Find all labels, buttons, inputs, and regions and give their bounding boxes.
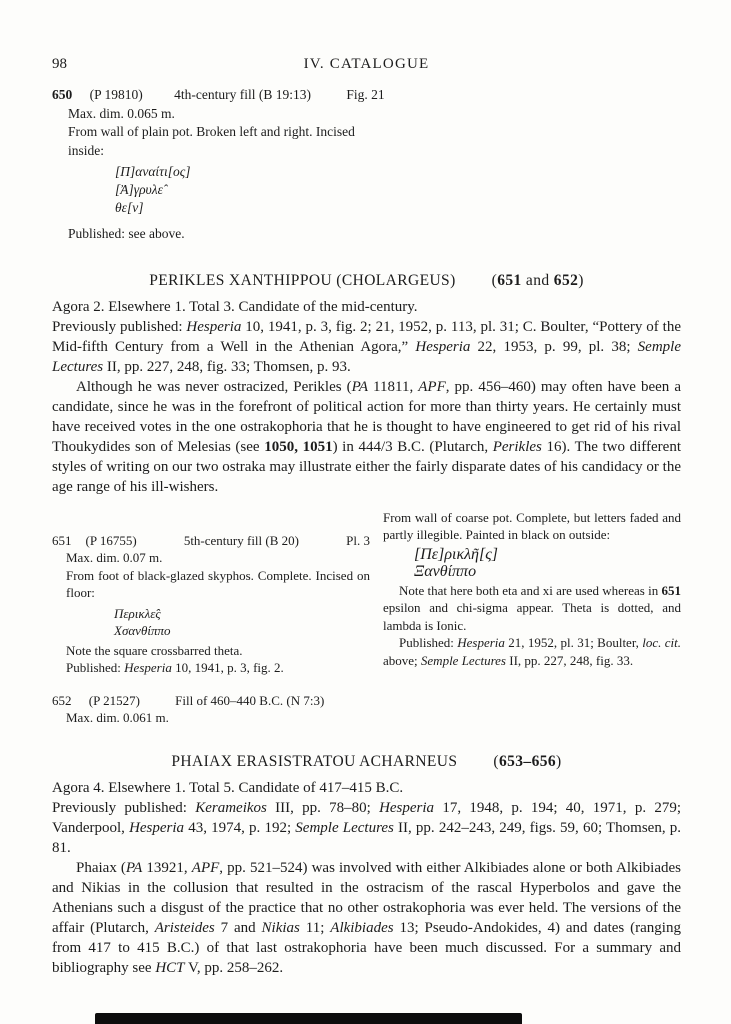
- greek-line: Χσανθίππο: [114, 622, 171, 638]
- section-phaiax: [52, 753, 681, 978]
- context-fill: 4th-century fill (B 19:13): [174, 87, 311, 102]
- running-title: IV. CATALOGUE: [303, 56, 430, 72]
- entry-650-head: [52, 86, 681, 105]
- greek-transcription: [115, 163, 681, 217]
- entry-651-description: From foot of black-glazed skyphos. Complete. Incised on floor:: [66, 567, 370, 600]
- entry-652-body: [66, 709, 370, 727]
- entry-651: [52, 532, 370, 677]
- plate-ref: Pl. 3: [346, 532, 370, 548]
- context-fill: 5th-century fill (B 20): [183, 532, 299, 548]
- entry-651-body: [66, 549, 370, 677]
- entry-652-head: [52, 692, 370, 710]
- entry-650-description: From wall of plain pot. Broken left and right. Incised inside:: [68, 124, 355, 158]
- heading-entry-numbers: (653–656): [493, 752, 562, 770]
- greek-line: θε[ν]: [115, 200, 144, 215]
- heading-title: PHAIAX ERASISTRATOU ACHARNEUS: [171, 752, 458, 770]
- left-column: [52, 509, 370, 727]
- catalog-columns: [52, 509, 681, 727]
- note-line: Note the square crossbarred theta.: [66, 642, 243, 658]
- entry-651-head: [52, 532, 370, 550]
- entry-650: [52, 86, 681, 244]
- previously-published: Previously published: Hesperia 10, 1941, p. 3, fig. 2; 21, 1952, p. 113, pl. 31; C. Boulter, “Pottery of the Mid-fifth Century from a Well in the Athenian Agora,” Hesperia 22, 1953, p. 99, pl. 38; Semple Lectures II, pp. 227, 248, fig. 33; Thomsen, p. 93.: [52, 318, 681, 375]
- scan-artifact-bar: [95, 1013, 522, 1024]
- discussion-paragraph: Phaiax (PA 13921, APF, pp. 521–524) was involved with either Alkibiades alone or both Alkibiades and Nikias in the collusion that resulted in the ostracism of the rascal Hyperbolos and gave the Athenians such a disgust of the practice that no other ostrakophoria was ever held. The versions of the affair (Plutarch, Aristeides 7 and Nikias 11; Alkibiades 13; Pseudo-Andokides, 4) and dates (ranging from 417 to 415 B.C.) of that last ostrakophoria have been much discussed. For a summary and bibliography see HCT V, pp. 258–262.: [52, 859, 681, 976]
- figure-ref: Fig. 21: [346, 87, 385, 102]
- inventory-number: (P 21527): [88, 692, 140, 708]
- entry-number: 651: [52, 532, 72, 548]
- greek-line: Περικλε̂ς: [114, 605, 161, 621]
- inventory-number: (P 16755): [85, 532, 137, 548]
- dimension-line: Max. dim. 0.061 m.: [66, 710, 169, 725]
- entry-650-body: [68, 105, 681, 244]
- running-header: [52, 56, 681, 76]
- greek-transcription: [414, 546, 681, 580]
- heading-entry-numbers: (651 and 652): [491, 271, 584, 289]
- published-line: Published: Hesperia 10, 1941, p. 3, fig. 2.: [66, 660, 284, 675]
- entry-number: 650: [52, 87, 73, 102]
- entry-651-id: [52, 532, 137, 550]
- summary-line: Agora 2. Elsewhere 1. Total 3. Candidate of the mid-century.: [52, 298, 418, 315]
- discussion-paragraph: Although he was never ostracized, Perikles (PA 11811, APF, pp. 456–460) may often have been a candidate, since he was in the forefront of political action for more than thirty years. He certainly must have received votes in the one ostrakophoria that he is thought to have engineered to get rid of his rival Thoukydides son of Melesias (see 1050, 1051) in 444/3 B.C. (Plutarch, Perikles 16). The two different styles of writing on our two ostraka may illustrate either the fairly disparate dates of his candidacy or the age range of his ill-wishers.: [52, 378, 681, 495]
- summary-line: Agora 4. Elsewhere 1. Total 5. Candidate of 417–415 B.C.: [52, 779, 404, 796]
- page-number: 98: [52, 56, 67, 72]
- note-paragraph: Note that here both eta and xi are used whereas in 651 epsilon and chi-sigma appear. Theta is dotted, and lambda is Ionic.: [383, 582, 681, 633]
- context-fill: Fill of 460–440 B.C. (N 7:3): [175, 692, 325, 708]
- entry-651-description-right: From wall of coarse pot. Complete, but letters faded and partly illegible. Painted in black on outside:: [383, 509, 681, 542]
- phaiax-heading: [52, 753, 681, 771]
- heading-title: PERIKLES XANTHIPPOU (CHOLARGEUS): [149, 271, 456, 289]
- greek-line: [Π]αναίτι[ος]: [115, 164, 191, 179]
- published-line: Published: see above.: [68, 226, 185, 241]
- previously-published: Previously published: Kerameikos III, pp. 78–80; Hesperia 17, 1948, p. 194; 40, 1971, p. 279; Vanderpool, Hesperia 43, 1974, p. 192; Semple Lectures II, pp. 242–243, 249, figs. 59, 60; Thomsen, p. 81.: [52, 799, 681, 856]
- right-column: [383, 509, 681, 727]
- greek-line: [Ἀ]γρυλε̂: [115, 182, 163, 197]
- inventory-number: (P 19810): [89, 87, 143, 102]
- entry-652: [52, 692, 370, 727]
- dimension-line: Max. dim. 0.065 m.: [68, 105, 175, 121]
- greek-line: Ξανθίππο: [414, 562, 477, 580]
- section-perikles: [52, 272, 681, 497]
- greek-transcription: [114, 605, 370, 639]
- perikles-heading: [52, 272, 681, 290]
- published-line: Published: Hesperia 21, 1952, pl. 31; Boulter, loc. cit. above; Semple Lectures II, pp. 227, 248, fig. 33.: [383, 635, 681, 668]
- greek-line: [Πε]ρικλῆ[ς]: [414, 545, 498, 563]
- dimension-line: Max. dim. 0.07 m.: [66, 550, 163, 565]
- entry-number: 652: [52, 692, 72, 708]
